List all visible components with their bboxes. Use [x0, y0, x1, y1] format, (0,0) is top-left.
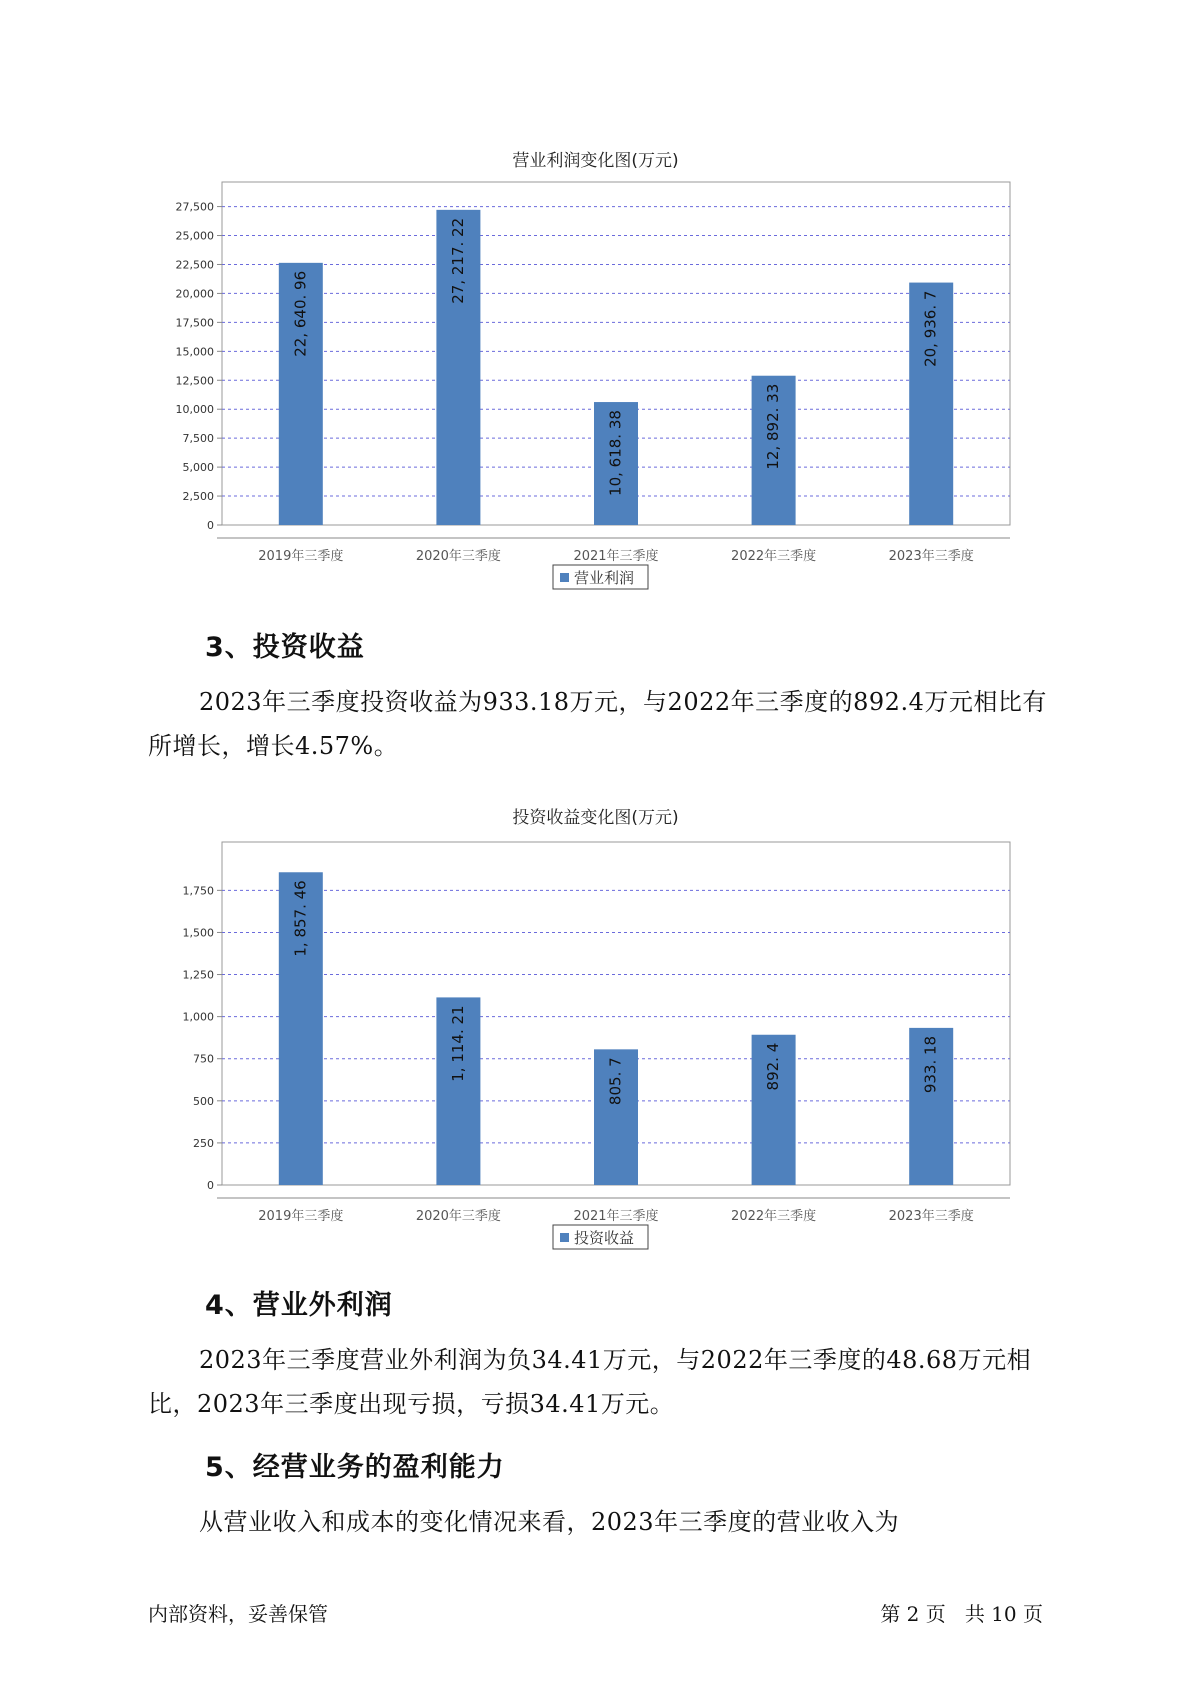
y-tick-label: 7,500 — [182, 432, 214, 446]
legend-label: 投资收益 — [574, 1229, 635, 1247]
y-tick-label: 0 — [207, 1179, 214, 1192]
bar-value-label: 22, 640. 96 — [291, 270, 310, 357]
legend-label: 营业利润 — [574, 569, 635, 587]
section-heading-non-operating-profit: 4、营业外利润 — [205, 1290, 393, 1321]
y-tick-label: 1,500 — [182, 926, 214, 940]
bar-value-label: 12, 892. 33 — [764, 383, 783, 470]
bar-value-label: 1, 114. 21 — [448, 1005, 467, 1082]
bar-value-label: 10, 618. 38 — [606, 410, 625, 496]
y-tick-label: 1,000 — [182, 1010, 214, 1024]
paragraph-investment-income — [148, 680, 1058, 768]
paragraph-non-operating-profit — [148, 1338, 1058, 1426]
legend-swatch — [560, 573, 569, 582]
section-heading-investment-income: 3、投资收益 — [205, 632, 365, 663]
x-tick-label: 2021年三季度 — [573, 549, 659, 564]
y-tick-label: 5,000 — [182, 461, 214, 475]
x-tick-label: 2019年三季度 — [258, 549, 344, 564]
x-tick-label: 2022年三季度 — [731, 1209, 817, 1224]
legend — [553, 1225, 648, 1249]
y-tick-label: 22,500 — [175, 258, 214, 272]
y-tick-label: 15,000 — [175, 345, 214, 359]
footer-page-number: 第 2 页 共 10 页 — [880, 1602, 1043, 1626]
y-tick-label: 1,750 — [182, 884, 214, 898]
paragraph-text: 2023年三季度营业外利润为负34.41万元，与2022年三季度的48.68万元相比，2023年三季度出现亏损，亏损34.41万元。 — [148, 1346, 1032, 1418]
y-tick-label: 0 — [207, 519, 214, 532]
legend — [553, 565, 648, 589]
y-tick-label: 25,000 — [175, 229, 214, 243]
y-tick-label: 1,250 — [182, 968, 214, 982]
x-tick-label: 2023年三季度 — [888, 549, 974, 564]
x-tick-label: 2022年三季度 — [731, 549, 817, 564]
bar-value-label: 20, 936. 7 — [921, 290, 940, 367]
bar-value-label: 1, 857. 46 — [291, 880, 310, 957]
x-tick-label: 2023年三季度 — [888, 1209, 974, 1224]
bar-value-label: 892. 4 — [764, 1042, 783, 1091]
operating-profit-bar-chart — [0, 170, 1191, 590]
bar-value-label: 27, 217. 22 — [448, 217, 467, 304]
y-tick-label: 27,500 — [175, 200, 214, 214]
y-tick-label: 20,000 — [175, 287, 214, 301]
y-tick-label: 500 — [193, 1094, 214, 1108]
x-tick-label: 2021年三季度 — [573, 1209, 659, 1224]
bar-value-label: 805. 7 — [606, 1057, 625, 1106]
paragraph-profitability — [148, 1500, 1058, 1544]
paragraph-text: 从营业收入和成本的变化情况来看，2023年三季度的营业收入为 — [199, 1508, 900, 1536]
y-tick-label: 17,500 — [175, 316, 214, 330]
x-tick-label: 2020年三季度 — [415, 549, 501, 564]
x-tick-label: 2020年三季度 — [415, 1209, 501, 1224]
chart-title-investment-income: 投资收益变化图(万元) — [512, 808, 679, 828]
y-tick-label: 12,500 — [175, 374, 214, 388]
footer-confidential-note: 内部资料，妥善保管 — [148, 1602, 328, 1626]
y-tick-label: 250 — [193, 1136, 214, 1150]
paragraph-text: 2023年三季度投资收益为933.18万元，与2022年三季度的892.4万元相比有所增长，增长4.57%。 — [148, 688, 1047, 760]
investment-income-bar-chart — [0, 830, 1191, 1250]
y-tick-label: 2,500 — [182, 490, 214, 504]
bar-value-label: 933. 18 — [921, 1035, 940, 1094]
section-heading-profitability: 5、经营业务的盈利能力 — [205, 1452, 505, 1483]
x-tick-label: 2019年三季度 — [258, 1209, 344, 1224]
y-tick-label: 10,000 — [175, 403, 214, 417]
legend-swatch — [560, 1233, 569, 1242]
y-tick-label: 750 — [193, 1052, 214, 1066]
chart-title-operating-profit: 营业利润变化图(万元) — [512, 151, 679, 171]
